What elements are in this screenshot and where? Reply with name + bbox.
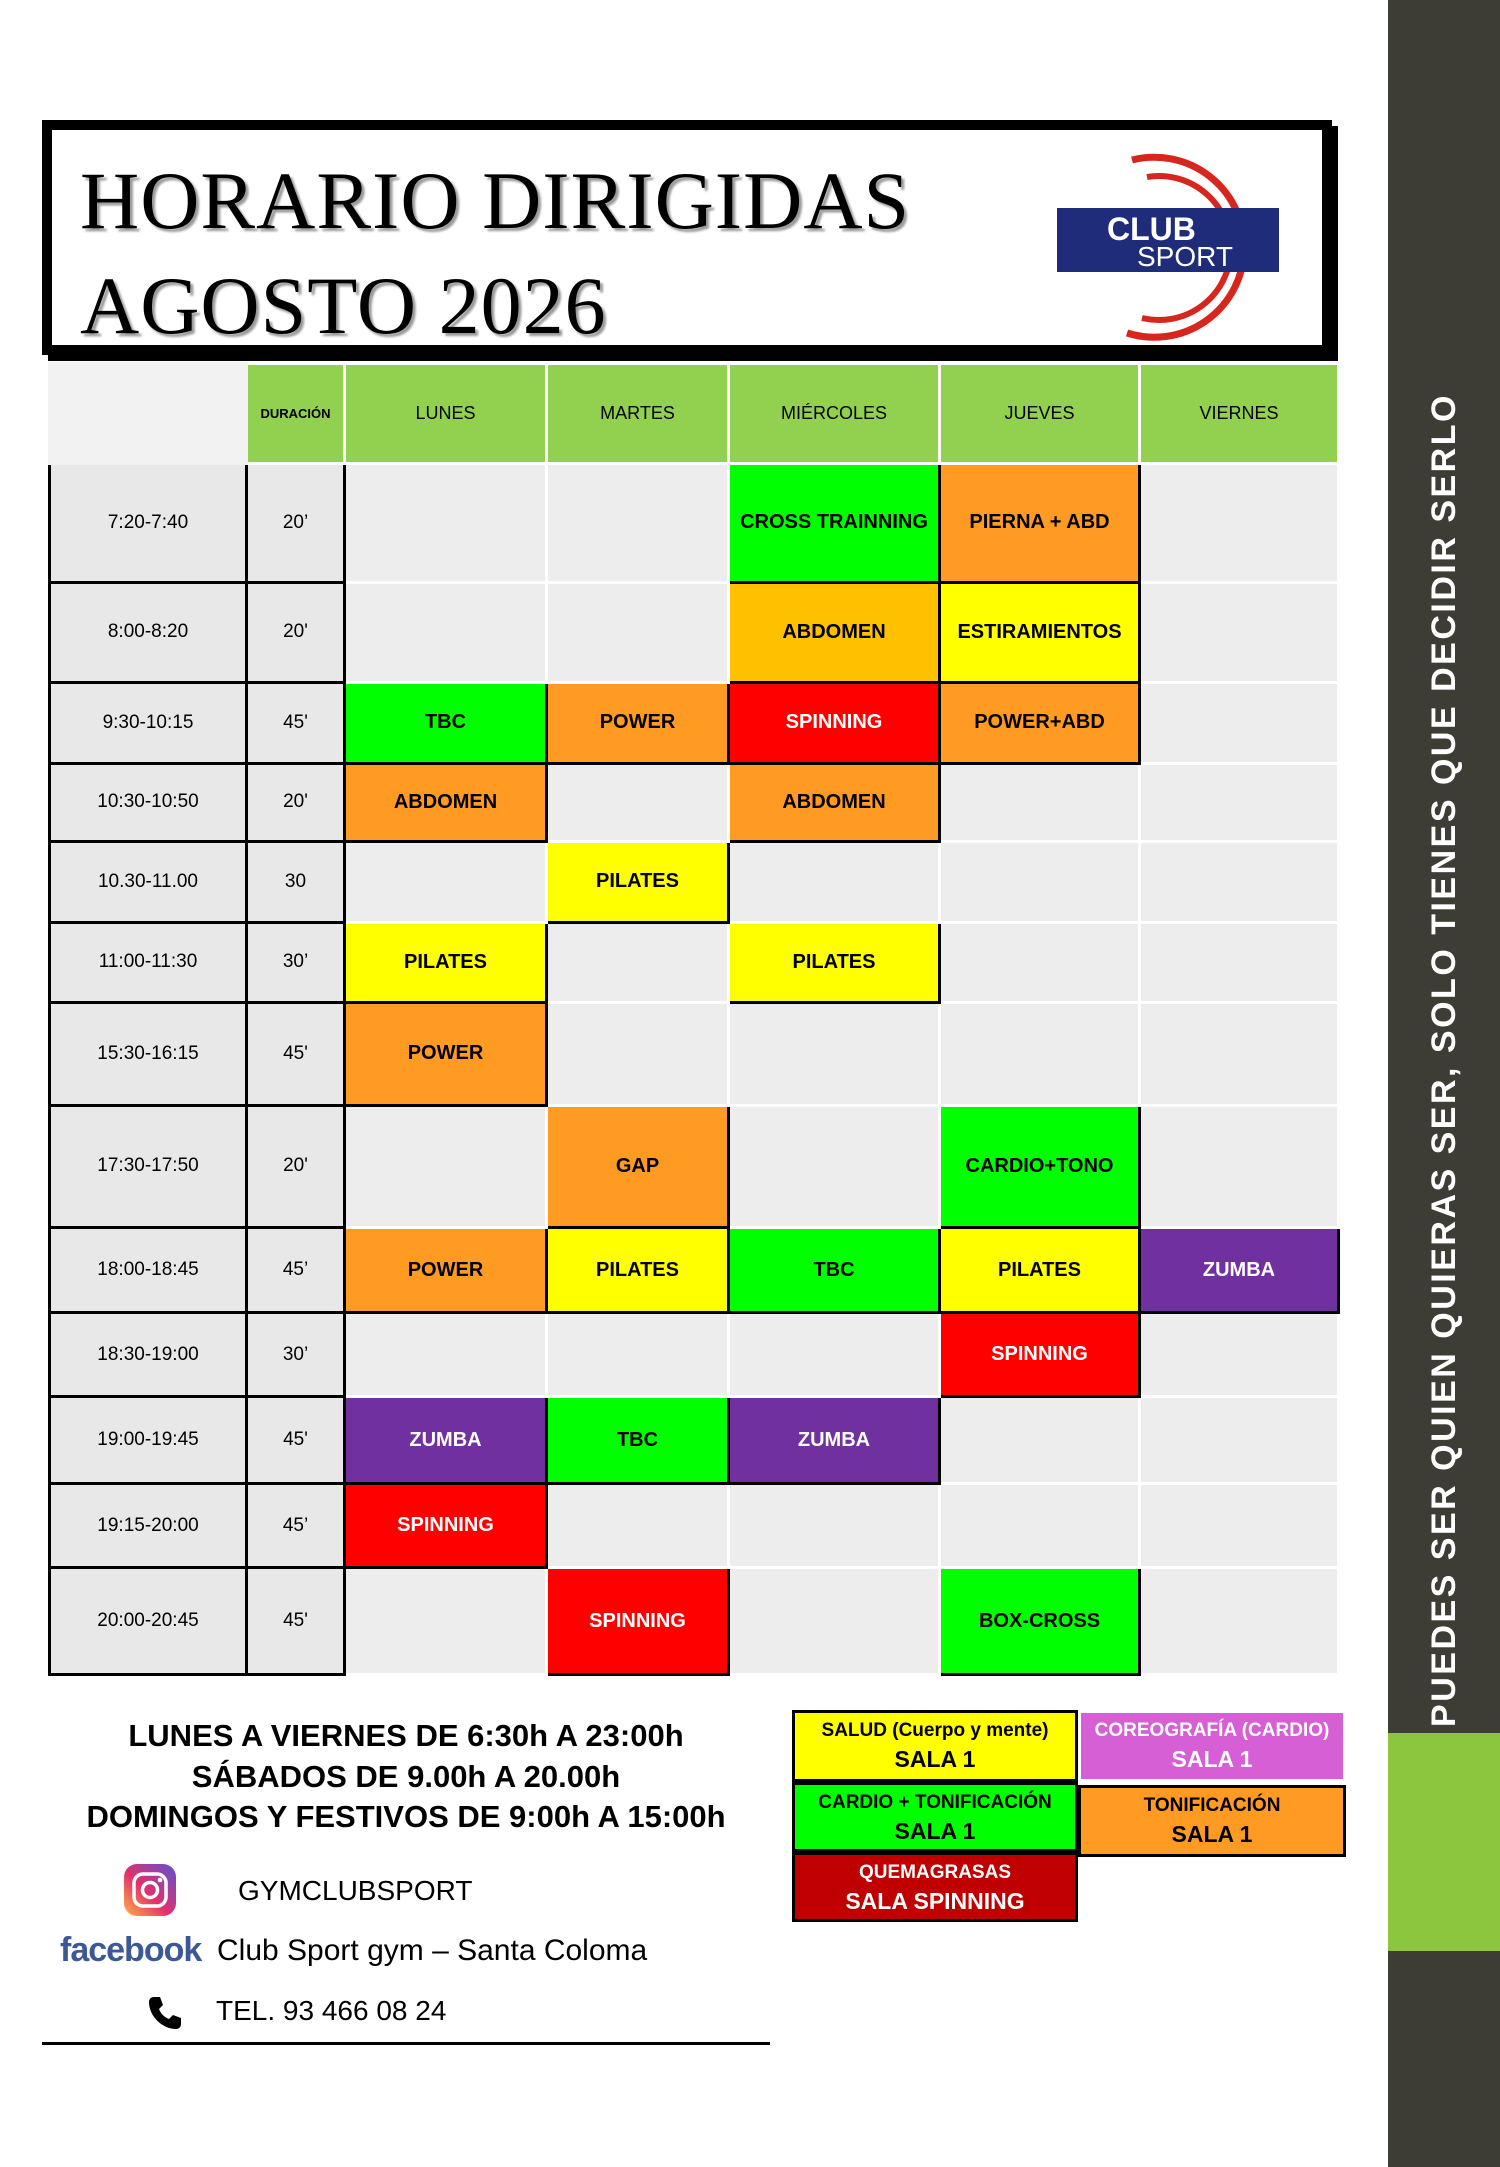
class-cell: POWER+ABD <box>940 683 1140 763</box>
legend-salud <box>792 1710 1078 1782</box>
empty-cell <box>1140 1105 1339 1228</box>
duration-cell: 20’ <box>247 464 345 583</box>
legend-salud-category: SALUD (Cuerpo y mente) <box>821 1720 1049 1741</box>
table-row <box>50 922 1339 1002</box>
empty-cell <box>547 464 729 583</box>
class-cell: TBC <box>345 683 547 763</box>
facebook-page[interactable]: Club Sport gym – Santa Coloma <box>217 1934 648 1967</box>
legend-quemagrasas <box>792 1852 1078 1922</box>
table-row <box>50 763 1339 841</box>
legend-cardio-category: CARDIO + TONIFICACIÓN <box>818 1792 1052 1813</box>
empty-cell <box>940 763 1140 841</box>
duration-cell: 30’ <box>247 922 345 1002</box>
club-sport-logo <box>1052 150 1322 345</box>
empty-cell <box>1140 763 1339 841</box>
class-cell: POWER <box>547 683 729 763</box>
time-slot-cell: 9:30-10:15 <box>50 683 247 763</box>
time-slot-cell: 11:00-11:30 <box>50 922 247 1002</box>
table-row <box>50 1568 1339 1675</box>
side-banner-slogan: PUEDES SER QUIEN QUIERAS SER, SOLO TIENES QUE DECIDIR SERLO <box>1425 393 1463 1727</box>
duration-cell: 30 <box>247 842 345 922</box>
time-slot-cell: 8:00-8:20 <box>50 582 247 683</box>
class-cell: TBC <box>729 1228 940 1312</box>
class-cell: SPINNING <box>940 1312 1140 1396</box>
divider <box>42 2042 770 2045</box>
class-cell: ZUMBA <box>729 1397 940 1484</box>
duration-cell: 45’ <box>247 1483 345 1567</box>
empty-cell <box>729 1105 940 1228</box>
header-cell-blank <box>50 364 247 464</box>
class-cell: ABDOMEN <box>729 763 940 841</box>
time-slot-cell: 7:20-7:40 <box>50 464 247 583</box>
class-cell: POWER <box>345 1003 547 1106</box>
instagram-handle[interactable]: GYMCLUBSPORT <box>238 1875 473 1906</box>
table-row <box>50 683 1339 763</box>
empty-cell <box>940 1003 1140 1106</box>
empty-cell <box>1140 683 1339 763</box>
empty-cell <box>940 1483 1140 1567</box>
duration-cell: 45’ <box>247 1228 345 1312</box>
facebook-logo[interactable]: facebook <box>60 1931 202 1969</box>
header-cell-tuesday: MARTES <box>547 364 729 464</box>
empty-cell <box>345 582 547 683</box>
class-cell: SPINNING <box>345 1483 547 1567</box>
hours-saturday: SÁBADOS DE 9.00h A 20.00h <box>191 1759 621 1794</box>
empty-cell <box>547 922 729 1002</box>
empty-cell <box>547 582 729 683</box>
empty-cell <box>345 1105 547 1228</box>
table-row <box>50 1228 1339 1312</box>
empty-cell <box>940 1397 1140 1484</box>
class-cell: ZUMBA <box>345 1397 547 1484</box>
phone-number[interactable]: TEL. 93 466 08 24 <box>216 1995 447 2026</box>
class-cell: PILATES <box>729 922 940 1002</box>
class-cell: GAP <box>547 1105 729 1228</box>
empty-cell <box>1140 464 1339 583</box>
page-title-line-2: AGOSTO 2026 <box>80 260 607 351</box>
time-slot-cell: 15:30-16:15 <box>50 1003 247 1106</box>
empty-cell <box>729 842 940 922</box>
header-cell-friday: VIERNES <box>1140 364 1339 464</box>
legend-quemagrasas-room: SALA SPINNING <box>845 1888 1025 1914</box>
duration-cell: 20' <box>247 763 345 841</box>
empty-cell <box>345 464 547 583</box>
legend-coreografia-category: COREOGRAFÍA (CARDIO) <box>1094 1720 1330 1741</box>
duration-cell: 20' <box>247 1105 345 1228</box>
table-header-row <box>50 364 1339 464</box>
time-slot-cell: 19:15-20:00 <box>50 1483 247 1567</box>
table-row <box>50 1483 1339 1567</box>
table-row <box>50 582 1339 683</box>
empty-cell <box>345 1312 547 1396</box>
legend-quemagrasas-category: QUEMAGRASAS <box>858 1862 1011 1883</box>
empty-cell <box>547 1003 729 1106</box>
table-row <box>50 1105 1339 1228</box>
header <box>42 120 1332 355</box>
table-row <box>50 1312 1339 1396</box>
class-cell: TBC <box>547 1397 729 1484</box>
table-row <box>50 1003 1339 1106</box>
class-cell: PILATES <box>940 1228 1140 1312</box>
class-schedule-table <box>48 362 1340 1676</box>
empty-cell <box>547 1312 729 1396</box>
table-row <box>50 464 1339 583</box>
logo-text-club: CLUB <box>1107 211 1196 247</box>
class-cell: CARDIO+TONO <box>940 1105 1140 1228</box>
empty-cell <box>940 922 1140 1002</box>
class-cell: PILATES <box>547 1228 729 1312</box>
empty-cell <box>547 763 729 841</box>
duration-cell: 45' <box>247 1568 345 1675</box>
time-slot-cell: 10.30-11.00 <box>50 842 247 922</box>
header-cell-thursday: JUEVES <box>940 364 1140 464</box>
class-cell: PILATES <box>547 842 729 922</box>
duration-cell: 30’ <box>247 1312 345 1396</box>
empty-cell <box>1140 1397 1339 1484</box>
time-slot-cell: 20:00-20:45 <box>50 1568 247 1675</box>
hours-sundays-holidays: DOMINGOS Y FESTIVOS DE 9:00h A 15:00h <box>86 1799 726 1834</box>
class-cell: ZUMBA <box>1140 1228 1339 1312</box>
page-title-line-1: HORARIO DIRIGIDAS <box>80 155 911 246</box>
class-cell: BOX-CROSS <box>940 1568 1140 1675</box>
empty-cell <box>1140 842 1339 922</box>
legend-tonificacion-room: SALA 1 <box>1171 1821 1253 1847</box>
class-cell: ESTIRAMIENTOS <box>940 582 1140 683</box>
legend-salud-room: SALA 1 <box>894 1746 976 1772</box>
class-cell: ABDOMEN <box>729 582 940 683</box>
legend-cardio <box>792 1782 1078 1852</box>
empty-cell <box>729 1483 940 1567</box>
empty-cell <box>1140 1312 1339 1396</box>
empty-cell <box>729 1568 940 1675</box>
duration-cell: 45' <box>247 683 345 763</box>
time-slot-cell: 19:00-19:45 <box>50 1397 247 1484</box>
legend-tonificacion-category: TONIFICACIÓN <box>1143 1795 1281 1816</box>
empty-cell <box>1140 1568 1339 1675</box>
instagram-icon[interactable] <box>123 1863 177 1917</box>
legend-cardio-room: SALA 1 <box>894 1818 976 1844</box>
empty-cell <box>1140 1003 1339 1106</box>
empty-cell <box>1140 922 1339 1002</box>
header-cell-monday: LUNES <box>345 364 547 464</box>
class-cell: CROSS TRAINNING <box>729 464 940 583</box>
table-row <box>50 842 1339 922</box>
empty-cell <box>547 1483 729 1567</box>
class-cell: POWER <box>345 1228 547 1312</box>
legend-coreografia <box>1078 1710 1346 1782</box>
duration-cell: 20' <box>247 582 345 683</box>
empty-cell <box>729 1312 940 1396</box>
hours-weekdays: LUNES A VIERNES DE 6:30h A 23:00h <box>128 1718 684 1753</box>
table-row <box>50 1397 1339 1484</box>
class-cell: SPINNING <box>547 1568 729 1675</box>
phone-icon <box>146 1994 184 2032</box>
duration-cell: 45' <box>247 1397 345 1484</box>
time-slot-cell: 10:30-10:50 <box>50 763 247 841</box>
legend-tonificacion <box>1078 1785 1346 1857</box>
class-cell: SPINNING <box>729 683 940 763</box>
duration-cell: 45' <box>247 1003 345 1106</box>
class-cell: PILATES <box>345 922 547 1002</box>
time-slot-cell: 17:30-17:50 <box>50 1105 247 1228</box>
empty-cell <box>1140 1483 1339 1567</box>
class-cell: PIERNA + ABD <box>940 464 1140 583</box>
logo-text-sport: SPORT <box>1137 241 1233 272</box>
time-slot-cell: 18:30-19:00 <box>50 1312 247 1396</box>
empty-cell <box>729 1003 940 1106</box>
empty-cell <box>345 1568 547 1675</box>
empty-cell <box>345 842 547 922</box>
empty-cell <box>1140 582 1339 683</box>
empty-cell <box>940 842 1140 922</box>
class-cell: ABDOMEN <box>345 763 547 841</box>
header-cell-wednesday: MIÉRCOLES <box>729 364 940 464</box>
header-cell-duration: DURACIÓN <box>247 364 345 464</box>
time-slot-cell: 18:00-18:45 <box>50 1228 247 1312</box>
legend-coreografia-room: SALA 1 <box>1171 1746 1253 1772</box>
